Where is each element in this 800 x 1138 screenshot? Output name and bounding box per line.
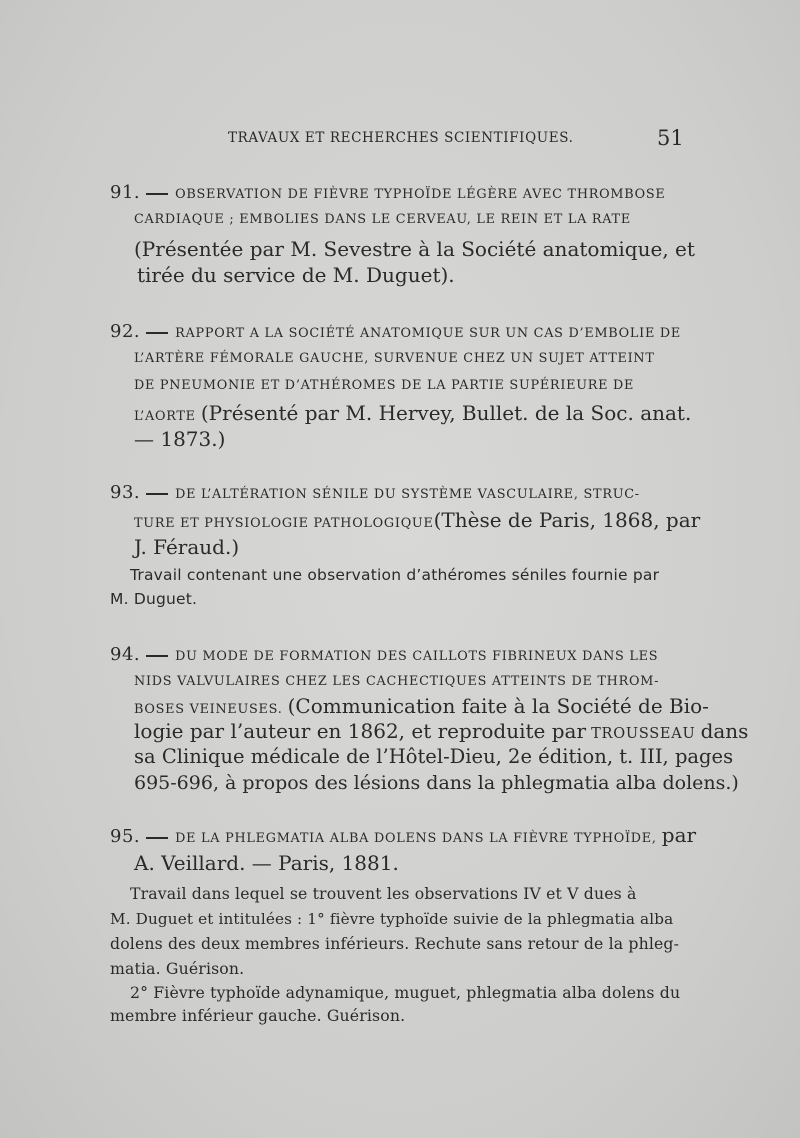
entry-text-line: tirée du service de M. Duguet). [137, 263, 455, 287]
entry-title: RAPPORT A LA SOCIÉTÉ ANATOMIQUE SUR UN CAS D’EMBOLIE DE [175, 326, 681, 341]
entry-text-line: par [661, 823, 697, 847]
em-dash [146, 837, 168, 839]
entry-text-line: (Présenté par M. Hervey, Bullet. de la Soc. anat. [200, 401, 692, 425]
em-dash [146, 332, 168, 334]
page-header [0, 128, 800, 152]
entry-title-line: NIDS VALVULAIRES CHEZ LES CACHECTIQUES ATTEINTS DE THROM- [134, 674, 660, 689]
entry-note-line: 2° Fièvre typhoïde adynamique, muguet, phlegmatia alba dolens du [130, 983, 681, 1002]
entry-number: 93. [110, 482, 141, 503]
em-dash [146, 493, 168, 495]
page-number: 51 [657, 126, 684, 150]
entry-text-line: (Thèse de Paris, 1868, par [433, 508, 701, 532]
entry-94-line-4 [134, 721, 748, 742]
entry-title: DE L’ALTÉRATION SÉNILE DU SYSTÈME VASCULAIRE, STRUC- [175, 487, 640, 502]
entry-text-line: J. Féraud.) [134, 535, 240, 559]
entry-93-line-2 [134, 510, 700, 531]
entry-number: 94. [110, 644, 141, 665]
entry-note-line: Travail dans lequel se trouvent les observations IV et V dues à [130, 884, 637, 903]
entry-title: OBSERVATION DE FIÈVRE TYPHOÏDE LÉGÈRE AVEC THROMBOSE [175, 187, 666, 202]
entry-note-line: Travail contenant une observation d’athéromes séniles fournie par [130, 566, 660, 584]
entry-number: 92. [110, 321, 141, 342]
entry-95-line-1 [110, 825, 696, 846]
em-dash [146, 193, 168, 195]
entry-94-line-1 [110, 646, 658, 664]
entry-text-line: logie par l’auteur en 1862, et reproduite par [134, 719, 587, 743]
entry-title-line: BOSES VEINEUSES. [134, 702, 283, 717]
entry-note-line: matia. Guérison. [110, 959, 245, 978]
entry-text-line: dans [700, 719, 749, 743]
entry-note-line: M. Duguet. [110, 590, 198, 608]
entry-title-line: CARDIAQUE ; EMBOLIES DANS LE CERVEAU, LE REIN ET LA RATE [134, 212, 631, 227]
entry-text-line: (Présentée par M. Sevestre à la Société anatomique, et [134, 237, 695, 261]
entry-94-line-3 [134, 696, 709, 717]
author-name: TROUSSEAU [591, 726, 696, 742]
entry-text-line: 695-696, à propos des lésions dans la phlegmatia alba dolens.) [134, 772, 739, 794]
entry-title-line: DE PNEUMONIE ET D’ATHÉROMES DE LA PARTIE SUPÉRIEURE DE [134, 378, 635, 393]
entry-number: 91. [110, 182, 141, 203]
entry-text-line: sa Clinique médicale de l’Hôtel-Dieu, 2e édition, t. III, pages [134, 745, 734, 768]
entry-text-line: — 1873.) [134, 427, 226, 451]
entry-title-line: TURE ET PHYSIOLOGIE PATHOLOGIQUE [134, 516, 434, 531]
entry-text-line: (Communication faite à la Société de Bio- [287, 694, 709, 718]
running-title: TRAVAUX ET RECHERCHES SCIENTIFIQUES. [228, 130, 574, 146]
entry-91-line-1 [110, 184, 665, 202]
entry-92-line-4 [134, 403, 691, 424]
entry-title: DE LA PHLEGMATIA ALBA DOLENS DANS LA FIÈVRE TYPHOÏDE, [175, 831, 657, 846]
entry-note-line: M. Duguet et intitulées : 1° fièvre typhoïde suivie de la phlegmatia alba [110, 910, 674, 928]
entry-note-line: dolens des deux membres inférieurs. Rechute sans retour de la phleg- [110, 934, 680, 953]
entry-text-line: A. Veillard. — Paris, 1881. [134, 851, 399, 875]
entry-title: DU MODE DE FORMATION DES CAILLOTS FIBRINEUX DANS LES [175, 649, 659, 664]
entry-title-line: L’AORTE [134, 409, 196, 424]
entry-93-line-1 [110, 484, 640, 502]
entry-note-line: membre inférieur gauche. Guérison. [110, 1006, 406, 1025]
entry-title-line: L’ARTÈRE FÉMORALE GAUCHE, SURVENUE CHEZ UN SUJET ATTEINT [134, 351, 655, 366]
entry-92-line-1 [110, 323, 681, 341]
entry-number: 95. [110, 826, 141, 847]
em-dash [146, 655, 168, 657]
